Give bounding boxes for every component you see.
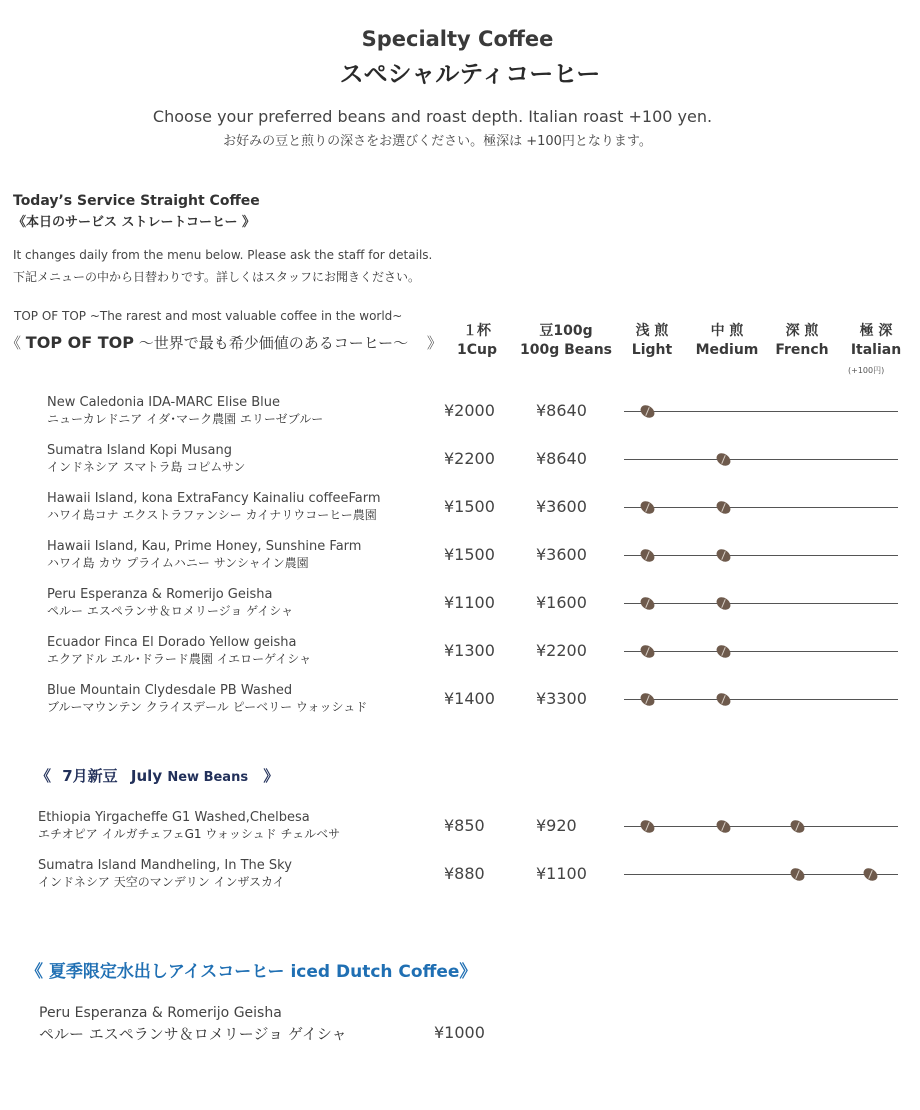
italian-surcharge-note: (+100円) (848, 366, 885, 375)
coffee-bean-icon (788, 866, 807, 884)
coffee-bean-icon (714, 547, 733, 565)
column-medium-jp: 中 煎 (710, 323, 744, 339)
column-header-beans (513, 322, 619, 360)
intro-text-en: Choose your preferred beans and roast depth. Italian roast +100 yen. (152, 107, 713, 126)
coffee-bean-icon (638, 691, 657, 709)
column-header-italian (846, 322, 906, 360)
item-name-jp: インドネシア スマトラ島 コピムサン (47, 460, 246, 474)
column-cup-en: 1Cup (456, 342, 497, 358)
coffee-bean-icon (638, 818, 657, 836)
coffee-bean-icon (638, 403, 657, 421)
item-name-jp: インドネシア 天空のマンデリン インザスカイ (38, 875, 285, 889)
column-french-jp: 深 煎 (785, 323, 819, 339)
beans-price: ¥920 (536, 816, 577, 835)
column-beans-en: 100g Beans (519, 342, 613, 358)
top-heading-en: TOP OF TOP ~The rarest and most valuable coffee in the world~ (14, 309, 403, 323)
item-name-en: Sumatra Island Kopi Musang (47, 443, 232, 458)
beans-price: ¥1100 (536, 864, 587, 883)
cup-price: ¥850 (444, 816, 485, 835)
coffee-bean-icon (638, 499, 657, 517)
coffee-bean-icon (638, 547, 657, 565)
service-note-en: It changes daily from the menu below. Please ask the staff for details. (13, 248, 433, 262)
item-name-en: Blue Mountain Clydesdale PB Washed (47, 683, 293, 698)
roast-scale-line (624, 651, 898, 652)
beans-price: ¥2200 (536, 641, 587, 660)
top-heading-close: 》 (426, 334, 442, 352)
cup-price: ¥1500 (444, 497, 495, 516)
coffee-bean-icon (714, 595, 733, 613)
coffee-bean-icon (714, 451, 733, 469)
item-name-jp: ニューカレドニア イダ･マーク農園 エリーゼブルー (47, 412, 324, 426)
roast-scale-line (624, 459, 898, 460)
cup-price: ¥2200 (444, 449, 495, 468)
coffee-bean-icon (861, 866, 880, 884)
item-name-jp: ハワイ島 カウ プライムハニー サンシャイン農園 (47, 556, 309, 570)
column-header-medium (693, 322, 761, 360)
item-name-en: New Caledonia IDA-MARC Elise Blue (47, 395, 281, 410)
coffee-bean-icon (714, 691, 733, 709)
roast-scale-line (624, 699, 898, 700)
item-name-en: Ethiopia Yirgacheffe G1 Washed,Chelbesa (38, 810, 310, 825)
beans-price: ¥3600 (536, 497, 587, 516)
service-note-jp: 下記メニューの中から日替わりです。詳しくはスタッフにお聞きください。 (13, 270, 421, 284)
item-name-jp: ハワイ島コナ エクストラファンシー カイナリウコーヒー農園 (47, 508, 377, 522)
top-heading-open: 《 (6, 334, 22, 352)
item-name-en: Sumatra Island Mandheling, In The Sky (38, 858, 292, 873)
coffee-bean-icon (714, 643, 733, 661)
july-heading-en: July (130, 767, 163, 785)
july-heading-open: 《 (36, 767, 52, 785)
item-name-en: Hawaii Island, kona ExtraFancy Kainaliu coffeeFarm (47, 491, 381, 506)
intro-text-jp: お好みの豆と煎りの深さをお選びください。極深は +100円となります。 (223, 134, 652, 149)
column-cup-jp: １杯 (463, 323, 491, 339)
item-name-en: Peru Esperanza & Romerijo Geisha (47, 587, 273, 602)
item-name-jp: エチオピア イルガチェフェG1 ウォッシュド チェルベサ (38, 827, 341, 841)
roast-scale-line (624, 411, 898, 412)
cup-price: ¥880 (444, 864, 485, 883)
roast-scale-line (624, 603, 898, 604)
column-italian-jp: 極 深 (859, 323, 893, 339)
top-heading-rest: ～世界で最も希少価値のあるコーヒー～ (138, 334, 409, 352)
item-name-jp: ブルーマウンテン クライスデール ピーベリー ウォッシュド (47, 700, 368, 714)
item-name-jp: エクアドル エル･ドラード農園 イエローゲイシャ (47, 652, 312, 666)
roast-scale-line (624, 555, 898, 556)
roast-scale-line (624, 826, 898, 827)
cup-price: ¥2000 (444, 401, 495, 420)
item-name-en: Ecuador Finca El Dorado Yellow geisha (47, 635, 297, 650)
column-beans-jp: 豆100g (539, 323, 593, 339)
item-name-en: Hawaii Island, Kau, Prime Honey, Sunshine Farm (47, 539, 362, 554)
service-heading-en: Today’s Service Straight Coffee (13, 193, 260, 209)
column-light-en: Light (631, 342, 673, 358)
service-heading-jp: 《本日のサービス ストレートコーヒー 》 (13, 215, 256, 230)
column-header-cup (451, 322, 503, 360)
beans-price: ¥8640 (536, 449, 587, 468)
beans-price: ¥3600 (536, 545, 587, 564)
beans-price: ¥3300 (536, 689, 587, 708)
iced-heading: 《 夏季限定水出しアイスコーヒー iced Dutch Coffee》 (26, 962, 477, 982)
column-italian-en: Italian (850, 342, 902, 358)
july-heading-small: New Beans (167, 770, 249, 785)
top-heading-jp (6, 332, 442, 353)
beans-price: ¥1600 (536, 593, 587, 612)
july-heading-close: 》 (263, 767, 279, 785)
coffee-bean-icon (638, 643, 657, 661)
cup-price: ¥1100 (444, 593, 495, 612)
page-title-en: Specialty Coffee (361, 27, 554, 51)
column-light-jp: 浅 煎 (635, 323, 669, 339)
column-header-light (626, 322, 678, 360)
column-medium-en: Medium (695, 342, 759, 358)
coffee-bean-icon (638, 595, 657, 613)
roast-scale-line (624, 874, 898, 875)
iced-item-en: Peru Esperanza & Romerijo Geisha (39, 1005, 282, 1021)
cup-price: ¥1300 (444, 641, 495, 660)
column-french-en: French (775, 342, 829, 358)
roast-scale-line (624, 507, 898, 508)
beans-price: ¥8640 (536, 401, 587, 420)
column-header-french (772, 322, 832, 360)
coffee-bean-icon (714, 818, 733, 836)
coffee-bean-icon (714, 499, 733, 517)
iced-item-price: ¥1000 (434, 1023, 485, 1042)
cup-price: ¥1500 (444, 545, 495, 564)
july-heading-jp: 7月新豆 (62, 767, 118, 785)
top-heading-bold: TOP OF TOP (25, 333, 134, 352)
item-name-jp: ペルー エスペランサ＆ロメリージョ ゲイシャ (47, 604, 294, 618)
page-title-jp: スペシャルティコーヒー (339, 60, 601, 88)
coffee-bean-icon (788, 818, 807, 836)
iced-item-jp: ペルー エスペランサ＆ロメリージョ ゲイシャ (39, 1025, 347, 1043)
cup-price: ¥1400 (444, 689, 495, 708)
july-heading (36, 765, 278, 786)
